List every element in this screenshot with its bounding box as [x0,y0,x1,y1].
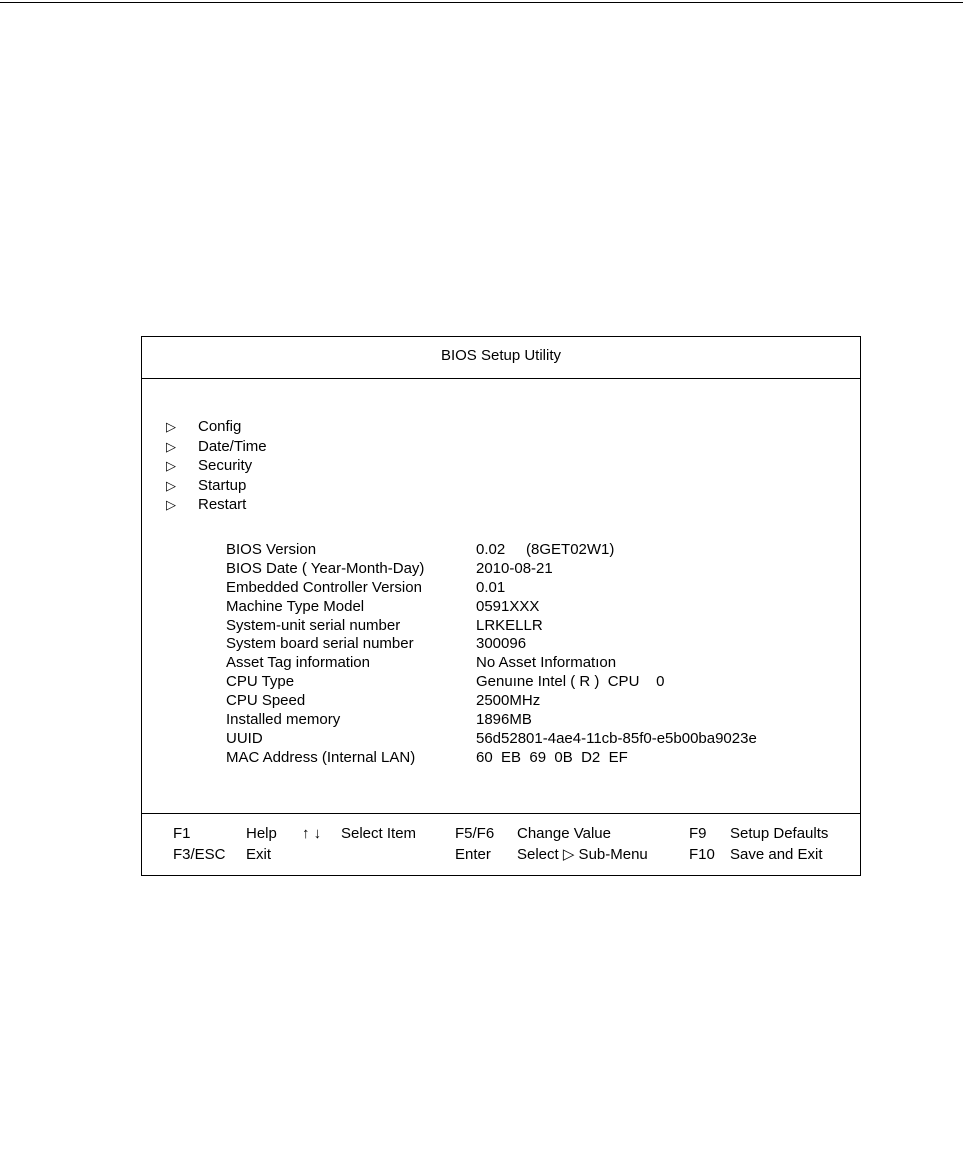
submenu-arrow-icon: ▷ [166,458,176,473]
info-value: 1896MB [476,711,532,729]
info-label: BIOS Version [226,541,317,558]
menu-item-startup[interactable] [166,476,267,496]
menu-item-restart[interactable] [166,495,267,515]
f9-key: F9 [689,825,707,842]
info-row-uuid [226,730,757,749]
system-info-table [226,541,757,768]
info-value: 2010-08-21 [476,559,553,577]
info-label: CPU Type [226,673,295,691]
info-label: BIOS Date ( Year-Month-Day) [226,559,425,577]
info-row-ec-version [226,579,757,598]
info-label: MAC Address (Internal LAN) [226,748,416,766]
menu-item-config[interactable] [166,417,267,437]
info-label: CPU Speed [226,692,306,710]
menu-item-label: Restart [198,496,247,513]
info-value: Genuıne Intel ( R ) CPU 0 [476,673,665,691]
info-label: Asset Tag information [226,654,370,672]
menu-item-security[interactable] [166,456,267,476]
submenu-arrow-icon: ▷ [166,477,176,493]
key-help-bar [142,813,860,875]
info-value: 60 EB 69 0B D2 EF [476,748,628,766]
window-title: BIOS Setup Utility [142,337,860,379]
info-label: System board serial number [226,635,414,653]
info-value: No Asset Informatıon [476,654,617,672]
menu-item-label: Config [198,418,242,435]
f9-label: Setup Defaults [730,825,829,842]
f1-label: Help [246,825,277,842]
info-row-cpu-speed [226,692,757,711]
info-label: UUID [226,729,263,747]
menu-item-label: Date/Time [198,437,267,455]
f3-esc-key: F3/ESC [173,846,226,863]
info-value: 300096 [476,635,527,653]
f10-label: Save and Exit [730,846,823,863]
info-label: System-unit serial number [226,616,401,634]
f1-key: F1 [173,825,191,842]
menu-item-date-time[interactable] [166,437,267,457]
info-row-board-serial [226,635,757,654]
f3-esc-label: Exit [246,846,272,863]
info-value: LRKELLR [476,616,543,634]
info-label: Machine Type Model [226,597,365,615]
arrows-label: Select Item [341,825,417,842]
info-row-machine-type [226,598,757,617]
info-label: Embedded Controller Version [226,578,422,596]
info-row-bios-date [226,560,757,579]
submenu-arrow-icon: ▷ [166,438,176,454]
up-down-arrows-icon: ↑ ↓ [302,825,322,842]
submenu-arrow-icon: ▷ [166,419,176,434]
info-label: Installed memory [226,711,341,729]
info-value: 0591XXX [476,597,540,615]
info-row-mac-address [226,749,757,768]
info-value: 0.01 [476,578,506,596]
menu-item-label: Security [198,457,253,474]
info-value: 2500MHz [476,692,541,710]
info-row-asset-tag [226,654,757,673]
f5-f6-label: Change Value [517,825,611,842]
f10-key: F10 [689,846,715,863]
info-row-cpu-type [226,673,757,692]
submenu-arrow-icon: ▷ [166,497,176,512]
menu-item-label: Startup [198,476,247,494]
page-top-rule [0,2,963,3]
info-value: 0.02 (8GET02W1) [476,541,615,558]
info-row-system-serial [226,617,757,636]
f5-f6-key: F5/F6 [455,825,495,842]
info-row-memory [226,711,757,730]
main-menu [166,417,267,515]
enter-key: Enter [455,846,491,863]
enter-label: Select ▷ Sub-Menu [517,846,648,863]
info-row-bios-version [226,541,757,560]
bios-setup-window [141,336,861,876]
info-value: 56d52801-4ae4-11cb-85f0-e5b00ba9023e [476,729,757,747]
